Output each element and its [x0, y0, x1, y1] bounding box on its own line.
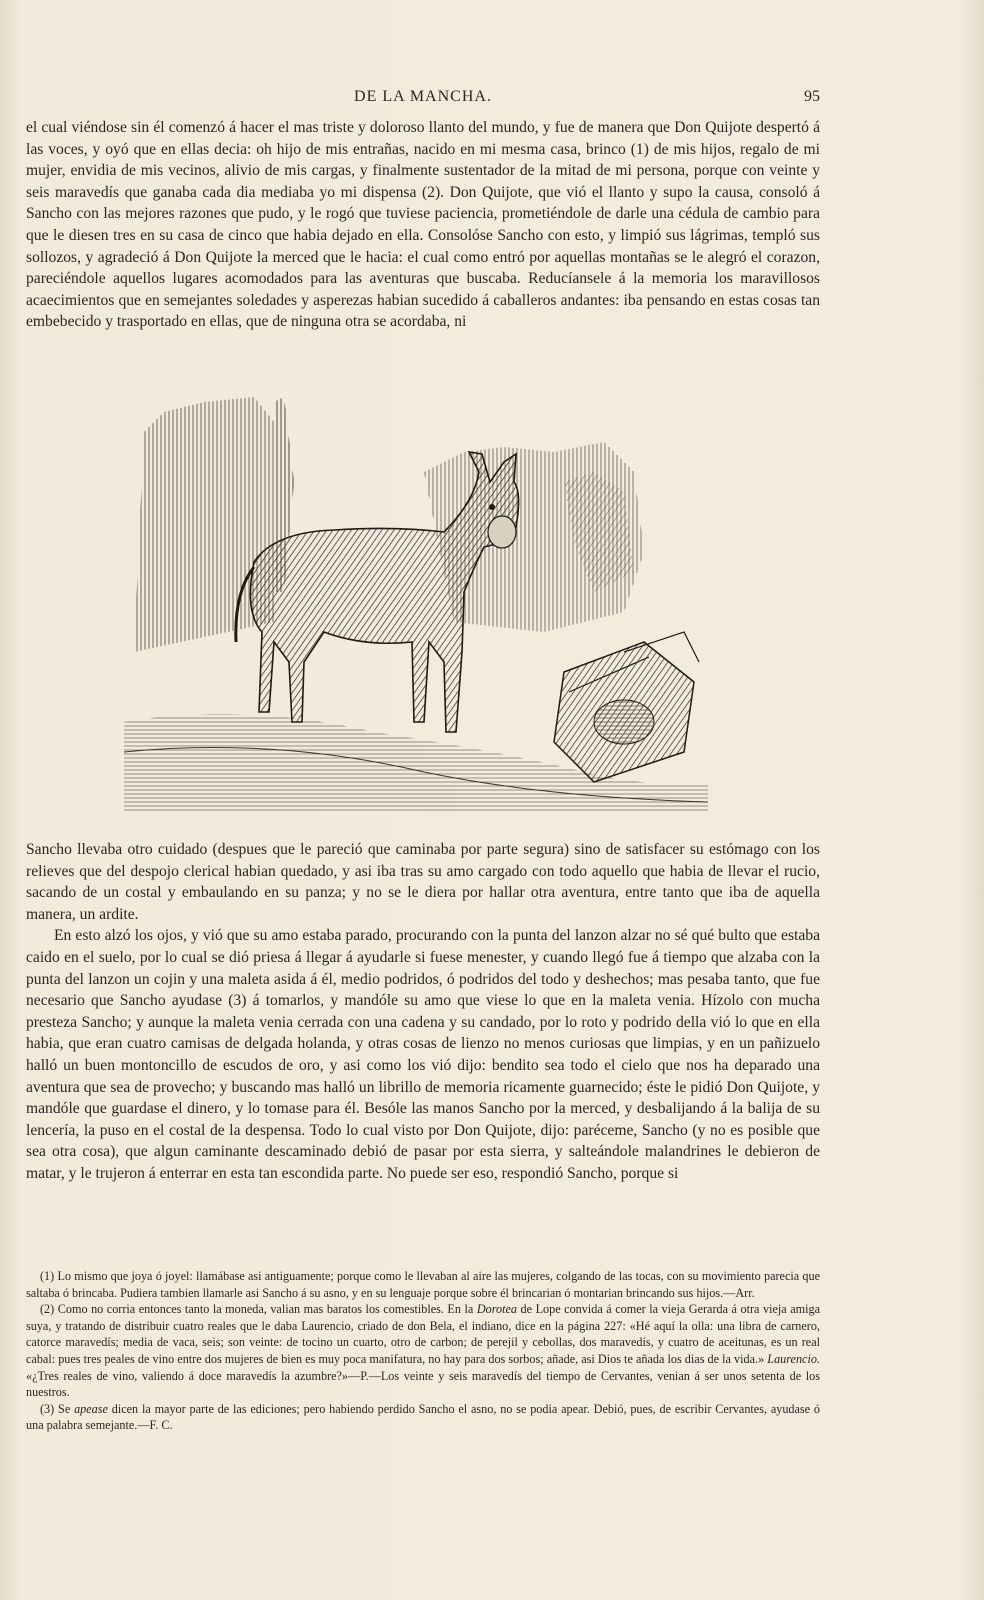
page-header — [26, 88, 820, 112]
footnote-2-text: (2) Como no corria entonces tanto la moneda, valian mas baratos los comestibles. En la — [40, 1302, 477, 1317]
paragraph: el cual viéndose sin él comenzó á hacer el mas triste y doloroso llanto del mundo, y fue de manera que Don Quijote despertó á las voces, y oyó que en ellas decia: oh hijo de mis entrañas, nacido en mi mesma casa, brinco (1) de mis hijos, regalo de mi mujer, envidia de mis vecinos, alivio de mis cargas, y finalmente sustentador de la mitad de mi persona, porque con veinte y seis maravedís que ganaba cada dia mediaba yo mi dispensa (2). Don Quijote, que vió el llanto y supo la causa, consoló á Sancho con las mejores razones que pudo, y le rogó que tuviese paciencia, prometiéndole de darle una cédula de cambio para que le diesen tres en su casa de cinco que habia dejado en ella. Consolóse Sancho con esto, y limpió sus lágrimas, templó sus sollozos, y agradeció á Don Quijote la merced que le hacia: el cual como entró por aquellas montañas se le alegró el corazon, pareciéndole aquellos lugares acomodados para las aventuras que buscaba. Reducíansele á la memoria los maravillosos acaecimientos que en semejantes soledades y asperezas habian sucedido á caballeros andantes: iba pensando en estas cosas tan embebecido y trasportado en ellas, que de ninguna otra se acordaba, ni — [26, 119, 820, 331]
body-text-top — [26, 117, 820, 333]
paragraph: En esto alzó los ojos, y vió que su amo estaba parado, procurando con la punta del lanzon alzar no sé qué bulto que estaba caido en el suelo, por lo cual se dió priesa á llegar á ayudarle si fuese menester, y cuando llegó fue á tiempo que alzaba con la punta del lanzon un cojin y una maleta asida á él, medio podridos, ó podridos del todo y deshechos; mas pesaba tanto, que fue necesario que Sancho ayudase (3) á tomarlos, y mandóle su amo que viese lo que en la maleta venia. Hízolo con mucha presteza Sancho; y aunque la maleta venia cerrada con una cadena y su candado, por lo roto y podrido della vió lo que en ella habia, que eran cuatro camisas de delgada holanda, y otras cosas de lienzo no menos curiosas que limpias, y en un pañizuelo halló un buen montoncillo de escudos de oro, y asi como los vió dijo: bendito sea todo el cielo que nos ha deparado una aventura que sea de provecho; y buscando mas halló un librillo de memoria ricamente guarnecido; éste le pidió Don Quijote, y mandóle que guardase el dinero, y lo tomase para él. Besóle las manos Sancho por la merced, y desbalijando á la balija de su lencería, la puso en el costal de la despensa. Todo lo cual visto por Don Quijote, dijo: paréceme, Sancho (y no es posible que sea otra cosa), que algun caminante descaminado debió de pasar por esta sierra, y salteándole malandrines le debieron de matar, y le trujeron á enterrar en esta tan escondida parte. No puede ser eso, respondió Sancho, porque si — [26, 927, 820, 1182]
footnote-2-title: Dorotea — [476, 1302, 518, 1317]
footnote-3-text: (3) Se — [40, 1401, 75, 1416]
footnote-1: (1) Lo mismo que joya ó joyel: llamábase asi antiguamente; porque como le llevaban al aire las mujeres, colgando de las tocas, con su movimiento parecia que saltaba ó brincaba. Pudiera tambien llamarle asi Sancho á su asno, y en su lenguaje porque sobre él brincarian ó montarian brincando sus hijos.—Arr. — [26, 1269, 820, 1300]
footnote-2 — [26, 1301, 820, 1401]
footnote-2-speaker: Laurencio. — [767, 1351, 820, 1366]
body-text-bottom — [26, 839, 820, 1185]
paragraph: Sancho llevaba otro cuidado (despues que le pareció que caminaba por parte segura) sino de satisfacer su estómago con los relieves que del despojo clerical habian quedado, y asi iba tras su amo cargado con todo aquello que habia de llevar el rucio, sacando de un costal y embaulando en su panza; y no se le diera por hallar otra aventura, entre tanto que iba de aquella manera, un ardite. — [26, 841, 820, 923]
footnote-2-text: «¿Tres reales de vino, valiendo á doce maravedís la azumbre?»—P.—Los veinte y seis maravedís del tiempo de Cervantes, venian á ser unos setenta de los nuestros. — [26, 1368, 820, 1400]
footnote-3-word: apease — [74, 1401, 108, 1416]
page-number: 95 — [804, 88, 820, 105]
footnotes — [26, 1268, 820, 1434]
footnote-3-text: dicen la mayor parte de las ediciones; pero habiendo perdido Sancho el asno, no se podia apear. Debió, pues, de escribir Cervantes, ayudase ó una palabra semejante.—F. C. — [26, 1401, 821, 1433]
footnote-3 — [26, 1401, 820, 1434]
donkey-engraving-icon — [124, 392, 708, 812]
footnote-2-text: de Lope convida á comer la vieja Gerarda á otra vieja amiga suya, y tratando de distribuir cuatro reales que le daba Laurencio, criado de don Bela, el indiano, dice en la página 227: «Hé aquí la olla: una libra de carnero, catorce maravedís; media de vaca, seis; son veinte: de tocino un cuarto, otro de carbon; de perejil y cebollas, dos maravedís, y cuatro de aceitunas, es un real cabal: pues tres peales de vino entre dos mujeres de bien es muy poca manifatura, no hay para dos sorbos; añade, asi Dios te añada los dias de la vida.» — [26, 1302, 820, 1366]
running-title: DE LA MANCHA. — [354, 88, 492, 105]
